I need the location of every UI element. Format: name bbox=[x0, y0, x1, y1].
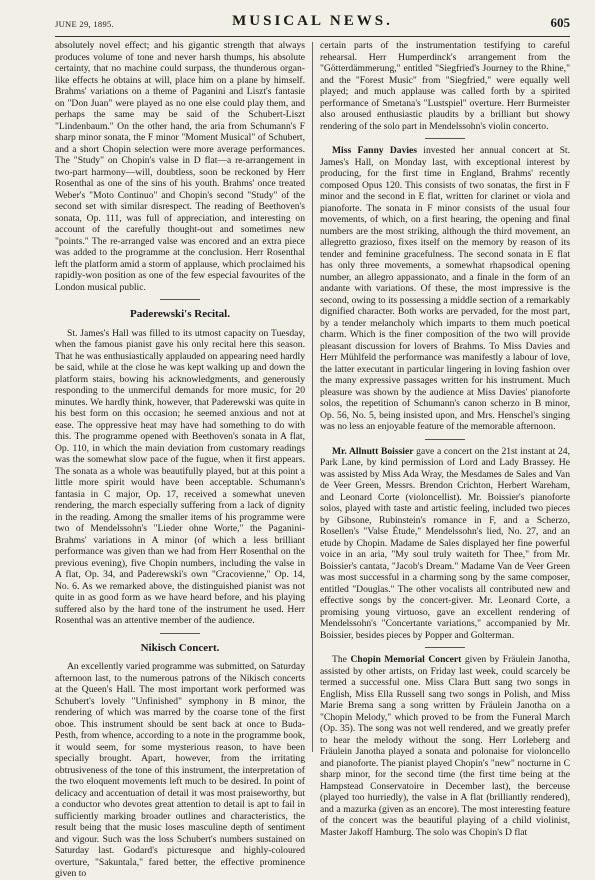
boissier-body: gave a concert on the 21st instant at 24, Park Lane, by kind permission of Lord and Lady Brassey. He was assisted by Miss Ada Wray, the Mesdames de Sales and Van de Veer Green, Messrs. Brendon Crichton, Herbert Wareham, and Leonard Corte (violoncellist). Mr. Boissier's pianoforte solos, played with taste and artistic feeling, included two pieces by Gibsone, Rubinstein's romance in F, and a Scherzo, Rosellen's "Valse Étude," Mendelssohn's lied, No. 27, and an etude by Chopin. Madame de Sales displayed her fine powerful voice in an aria, "My soul truly waiteth for Thee," from Mr. Boissier's cantata, "Jacob's Dream." Madame Van de Veer Green was most successful in a charming song by the same composer, entitled "Douglas." The other vocalists all contributed new and effective songs by the concert-giver. Mr. Leonard Corte, a promising young virtuoso, gave an excellent rendering of Mendelssohn's "Concertante variations," accompanied by Mr. Boissier, besides pieces by Popper and Golterman. bbox=[320, 445, 570, 641]
issue-date: JUNE 29, 1895. bbox=[55, 19, 114, 29]
boissier-lead: Mr. Allnutt Boissier bbox=[332, 445, 414, 457]
davies-lead: Miss Fanny Davies bbox=[332, 145, 418, 156]
davies-article bbox=[320, 145, 570, 433]
page-header bbox=[55, 12, 570, 34]
section-separator bbox=[160, 633, 200, 634]
chopin-article bbox=[320, 654, 570, 838]
section-separator bbox=[425, 138, 465, 139]
right-column bbox=[320, 40, 570, 838]
nikisch-article: An excellently varied programme was submitted, on Saturday afternoon last, to the numerous patrons of the Nikisch concerts at the Queen's Hall. The most important work performed was Schubert's lovely "Unfinished" symphony in B minor, the rendering of which was marred by the coarse tone of the first oboe. This instrument should be sent back at once to Buda-Pesth, from whence, according to a note in the programme book, it would seem, for some mysterious reason, to have been specially brought. Apart, however, from the irritating obtrusiveness of the tone of this instrument, the interpretation of the two eloquent movements left much to be desired. In point of delicacy and accentuation of detail it was most praiseworthy, but a conductor who devotes great attention to detail is apt to fail in sufficiently marking broader outlines and characteristics, the result being that the music loses masculine depth of sentiment and vigour. Such was the loss Schubert's numbers sustained on Saturday last. Godard's picturesque and highly-coloured overture, "Sakuntala," fared better, the effective prominence given to bbox=[55, 661, 305, 879]
nikisch-heading: Nikisch Concert. bbox=[140, 641, 220, 654]
masthead-title: MUSICAL NEWS. bbox=[232, 13, 393, 29]
section-separator bbox=[160, 299, 200, 300]
chopin-lead: Chopin Memorial Concert bbox=[350, 654, 462, 665]
chopin-pre: The bbox=[332, 654, 351, 665]
left-column bbox=[55, 40, 305, 880]
nikisch-continuation: certain parts of the instrumentation testifying to careful rehearsal. Herr Humperdinck's arrangement from the "Götterdämmerung," entitled "Siegfried's Journey to the Rhine," and the "Forest Music" from "Siegfried," were equally well played; and much applause was called forth by a spirited performance of Smetana's "Lustspiel" overture. Herr Burmeister also aroused enthusiastic plaudits by a brilliant but showy rendering of the solo part in Mendelssohn's violin concerto. bbox=[320, 40, 570, 132]
section-separator bbox=[425, 439, 465, 440]
chopin-body: given by Fräulein Janotha, assisted by other artists, on Friday last week, could scarcely be termed a successful one. Miss Clara Butt sang two songs in English, Miss Ella Russell sang two songs in Polish, and Miss Marie Brema sang a song written by Fräulein Janotha on a "Chopin Melody," which proved to be from the Funeral March (Op. 35). The song was not well rendered, and we greatly prefer to hear the melody without the song. Herr Lorleberg and Fräulein Janotha played a sonata and polonaise for violoncello and pianoforte. The pianist played Chopin's "new" nocturne in C sharp minor, for the second time (the first time being at the Hampstead Conservatoire in December last), the berceuse (played too hurriedly), the valse in A flat (brilliantly rendered), and a mazurka (given as an encore). The most interesting feature of the concert was the beautiful playing of a child violinist, Master Jakoff Hamburg. The solo was Chopin's D flat bbox=[320, 654, 570, 838]
column-divider bbox=[312, 42, 313, 752]
boissier-article bbox=[320, 446, 570, 642]
davies-body: invested her annual concert at St. James's Hall, on Monday last, with exceptional interest by producing, for the first time in England, Brahms' recently composed Opus 120. This consists of two sonatas, the first in F minor and the second in E flat, written for clarinet or viola and pianoforte. The sonata in F minor consists of the usual four movements, of which, on a first hearing, the opening and final numbers are the most striking, although the third movement, an allegretto grazioso, fixes itself on the memory by reason of its tender and feminine gracefulness. The second sonata in E flat has only three movements, a somewhat rhapsodical opening number, an allegro appassionato, and a finale in the form of an andante with variations. Of these, the most impressive is the second, owing to its possessing a middle section of a remarkably dignified character. Both works are pervaded, for the most part, by a tender melancholy which imparts to them much poetical charm. Which is the finer composition of the two will provide pleasant discussion for lovers of Brahms. To Miss Davies and Herr Mühlfeld the performance was manifestly a labour of love, the latter executant in particular lingering in loving fashion over the many expressive passages written for his instrument. Much pleasure was shown by the audience at Miss Davies' pianoforte solos, the repetition of Schumann's canon scherzo in B minor, Op. 56, No. 5, being insisted upon, and Mrs. Henschel's singing was no less an enjoyable feature of the memorable afternoon. bbox=[320, 145, 570, 432]
paderewski-heading: Paderewski's Recital. bbox=[129, 308, 230, 320]
rosenthal-continuation: absolutely novel effect; and his gigantic strength that always produces volume of tone and never harsh thumps, his absolute certainty, that no machine could surpass, the thunderous organ-like effects he obtains at will, place him on a plane by himself. Brahms' variations on a theme of Paganini and Liszt's fantasie on "Don Juan" were played as no one else could play them, and perhaps the same may be said of the Schubert-Liszt "Lindenbaum." On the other hand, the aria from Schumann's F sharp minor sonata, the F minor "Moment Musical" of Schubert, and a short Chopin selection were more average performances. The "Study" on Chopin's valse in D flat—a re-arrangement in two-part harmony—will, doubtless, soon be reckoned by Herr Rosenthal as one of the sins of his youth. Brahms' once treated Weber's "Moto Continuo" and Chopin's second "Study" of the second set with similar disrespect. The reading of Beethoven's sonata, Op. 111, was full of appreciation, and interesting on account of the carefully thought-out and sometimes new "points." The re-arranged valse was encored and an extra piece was added to the programme at the conclusion. Herr Rosenthal left the platform amid a storm of applause, which proclaimed his rapidly-won position as one of the few especial favourites of the London musical public. bbox=[55, 40, 305, 293]
header-rule bbox=[55, 36, 570, 37]
paderewski-article: St. James's Hall was filled to its utmost capacity on Tuesday, when the famous pianist gave his only recital here this season. That he was enthusiastically applauded on appearing need hardly be said, while at the close he was kept walking up and down the platform stairs, bowing his acknowledgments, and generously responding to the unmerciful demands for more music, for 20 minutes. We hardly think, however, that Paderewski was quite in his best form on this occasion; he seemed anxious and not at ease. The oppressive heat may have had something to do with this. The programme opened with Beethoven's sonata in A flat, Op. 110, in which the main deviation from customary readings was the somewhat slow pace of the fugue, when it first appears. The sonata as a whole was beautifully played, but at this point a little more spirit would have been acceptable. Schumann's fantasia in C major, Op. 17, received a somewhat uneven rendering, the march especially suffering from a lack of dignity in the reading. Among the smaller items of his programme were two of Mendelssohn's "Lieder ohne Worte," the Paganini-Brahms' variations in A minor (of which a less brilliant performance was given than we had from Herr Rosenthal on the previous evening), five Chopin numbers, including the valse in A flat, Op. 34, and Paderewski's own "Cracovienne," Op. 14, No. 6. As we remarked above, the distinguished pianist was not quite in as good form as we have heard before, and his playing suffered also by the hard tone of the instrument he used. Herr Rosenthal was an attentive member of the audience. bbox=[55, 327, 305, 626]
section-separator bbox=[425, 647, 465, 648]
page-number: 605 bbox=[550, 15, 570, 30]
